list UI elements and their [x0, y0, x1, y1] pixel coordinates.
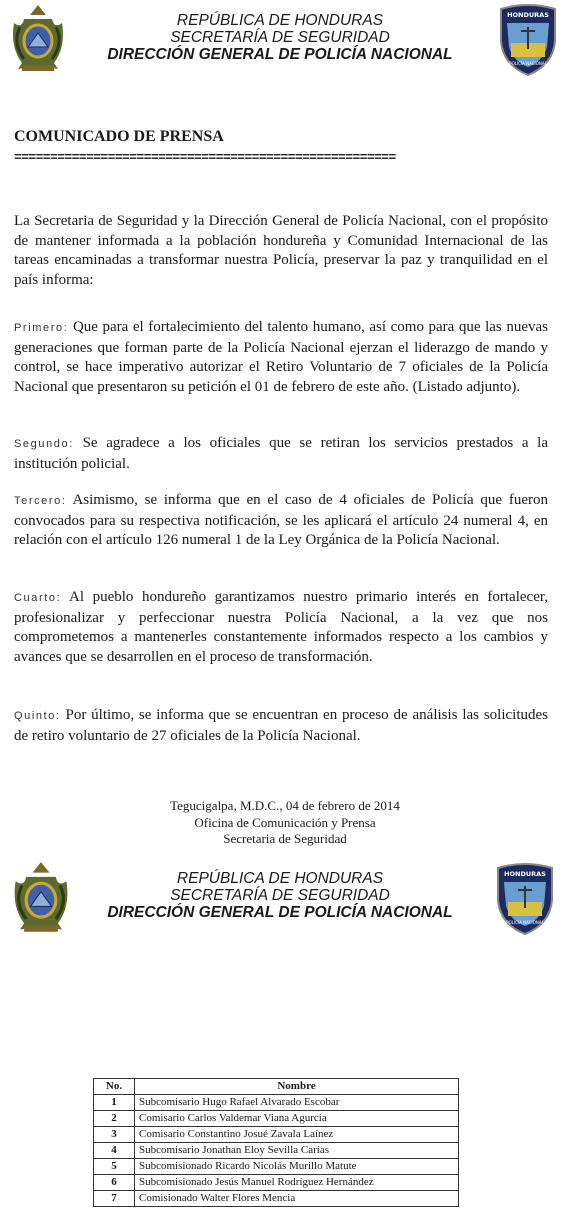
- officers-table: [93, 1078, 459, 1207]
- directorate-name: DIRECCIÓN GENERAL DE POLICÍA NACIONAL: [107, 46, 453, 63]
- row-name: Subcomisionado Ricardo Nicolás Murillo Matute: [135, 1159, 459, 1175]
- ministry-name: SECRETARÍA DE SEGURIDAD: [170, 29, 390, 46]
- signature-block: [0, 798, 570, 848]
- table-row: [94, 1095, 459, 1111]
- table-row: [94, 1111, 459, 1127]
- column-header-name: Nombre: [135, 1079, 459, 1095]
- point-text: Al pueblo hondureño garantizamos nuestro primario interés en fortalecer, profesionalizar y perfeccionar nuestra Policía Nacional, a la vez que nos comprometemos a mantenerles constantemente informados respecto a los cambios y avances que se desarrollen en el proceso de transformación.: [14, 589, 548, 665]
- table-header-row: [94, 1079, 459, 1095]
- point-primero: [14, 318, 548, 397]
- point-lead: Tercero:: [14, 495, 67, 507]
- republic-name: REPÚBLICA DE HONDURAS: [176, 12, 384, 29]
- republic-name: REPÚBLICA DE HONDURAS: [176, 870, 384, 887]
- row-number: 4: [94, 1143, 135, 1159]
- point-lead: Primero:: [14, 322, 69, 334]
- intro-paragraph: La Secretaria de Seguridad y la Dirección General de Policía Nacional, con el propósito de mantener informada a la población hondureña y Comunidad Internacional de las tareas encaminadas a transformar nuestra Policía, preservar la paz y tranquilidad en el país informa:: [14, 213, 548, 288]
- point-lead: Quinto:: [14, 710, 61, 722]
- badge-top-text: HONDURAS: [504, 870, 546, 878]
- point-segundo: [14, 434, 548, 474]
- row-name: Subcomisionado Jesús Manuel Rodríguez Hernández: [135, 1175, 459, 1191]
- row-number: 5: [94, 1159, 135, 1175]
- police-badge-logo: [497, 3, 559, 77]
- point-lead: Cuarto:: [14, 592, 62, 604]
- row-number: 1: [94, 1095, 135, 1111]
- badge-bottom-text: POLICÍA NACIONAL: [506, 920, 544, 925]
- place-date: Tegucigalpa, M.D.C., 04 de febrero de 2014: [170, 798, 400, 813]
- row-number: 7: [94, 1191, 135, 1207]
- row-name: Comisario Carlos Valdemar Viana Agurcia: [135, 1111, 459, 1127]
- column-header-number: No.: [94, 1079, 135, 1095]
- letterhead-bottom: [0, 860, 570, 940]
- point-text: Asimismo, se informa que en el caso de 4 oficiales de Policía que fueron convocados para su respectiva notificación, se les aplicará el artículo 24 numeral 4, en relación con el artículo 126 numeral 1 de la Ley Orgánica de la Policía Nacional.: [14, 492, 548, 548]
- honduras-coat-of-arms-logo: [8, 860, 74, 936]
- row-number: 3: [94, 1127, 135, 1143]
- table-row: [94, 1159, 459, 1175]
- table-row: [94, 1191, 459, 1207]
- row-name: Comisionado Walter Flores Mencia: [135, 1191, 459, 1207]
- point-text: Se agradece a los oficiales que se retiran los servicios prestados a la institución policial.: [14, 435, 548, 472]
- row-name: Subcomisario Hugo Rafael Alvarado Escobar: [135, 1095, 459, 1111]
- table-row: [94, 1143, 459, 1159]
- ministry-name: SECRETARÍA DE SEGURIDAD: [170, 887, 390, 904]
- point-cuarto: [14, 588, 548, 667]
- table-row: [94, 1175, 459, 1191]
- document-title: COMUNICADO DE PRENSA: [14, 128, 224, 145]
- point-text: Por último, se informa que se encuentran en proceso de análisis las solicitudes de retiro voluntario de 27 oficiales de la Policía Nacional.: [14, 707, 548, 744]
- row-number: 6: [94, 1175, 135, 1191]
- point-quinto: [14, 706, 548, 746]
- point-text: Que para el fortalecimiento del talento humano, así como para que las nuevas generaciones que forman parte de la Policía Nacional ejerzan el liderazgo de mando y control, se hace imperativo autorizar el Retiro Voluntario de 7 oficiales de la Policía Nacional que presentaron su petición el 01 de febrero de este año. (Listado adjunto).: [14, 319, 548, 395]
- ministry-signature: Secretaria de Seguridad: [223, 831, 347, 846]
- row-name: Comisario Constantino Josué Zavala Laínez: [135, 1127, 459, 1143]
- title-rule: =====================================================: [14, 150, 396, 165]
- point-tercero: [14, 491, 548, 551]
- directorate-name: DIRECCIÓN GENERAL DE POLICÍA NACIONAL: [107, 904, 453, 921]
- letterhead-top: [0, 0, 570, 80]
- badge-bottom-text: POLICÍA NACIONAL: [509, 61, 547, 66]
- badge-top-text: HONDURAS: [507, 11, 549, 19]
- honduras-coat-of-arms-logo: [8, 3, 68, 75]
- row-number: 2: [94, 1111, 135, 1127]
- office-name: Oficina de Comunicación y Prensa: [194, 814, 376, 830]
- point-lead: Segundo:: [14, 438, 74, 450]
- police-badge-logo: [494, 862, 556, 936]
- row-name: Subcomisario Jonathan Eloy Sevilla Carías: [135, 1143, 459, 1159]
- table-row: [94, 1127, 459, 1143]
